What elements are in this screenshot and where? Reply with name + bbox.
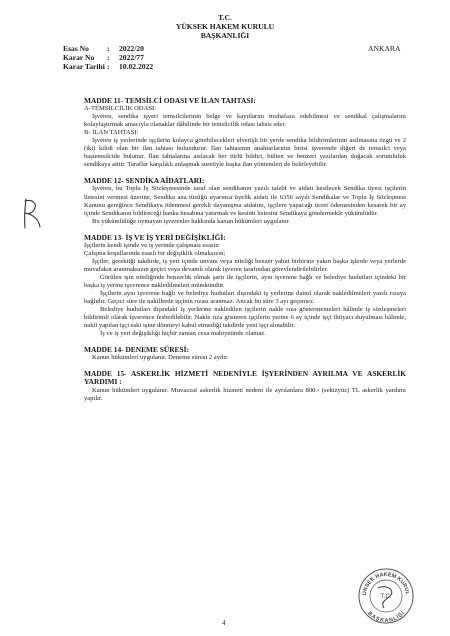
header-office: BAŞKANLIĞI [200,31,250,40]
m11-title: MADDE 11- TEMSİLCİ ODASI VE İLAN TAHTASI: [84,96,256,105]
karar-value: 2022/77 [119,53,144,62]
m14-p1: Kanun hükümleri uygulanır. Deneme süresi 2 aydır. [92,354,229,362]
esas-label: Esas No [63,44,89,53]
seal-center-text: T.C. [380,594,392,600]
m13-p5: İşçilerin aynı işverene bağlı ve belediye hudutları dışındaki iş yerlerine daimî olarak nakledilmeleri yazılı rızaya bağlıdır. Geçici süre ile nakillerde işçinin rızası aranmaz. Ancak bu süre 3 ayı geçemez. [84,290,406,306]
m13-p7: İş ve iş yeri değişikliği hiçbir zaman ceza mahiyetinde olamaz. [100,330,266,338]
karar-sep: : [107,53,110,62]
handwritten-mark [16,197,46,231]
tarih-sep: : [107,62,110,71]
tarih-row [63,62,153,71]
m13-title: MADDE 13- İŞ VE İŞ YERİ DEĞİŞİKLİĞİ: [84,232,226,242]
m13-p3: İşçiler, gerektiği takdirde, iş yeri içinde unvanı veya niteliği benzer yahut birbirine yakın başka işlerde veya yerlerde muvafakat aranmaksızın geçici veya devamlı olarak işveren tarafından görevlendirilebilirler. [84,257,406,273]
m11-a-title: A-TEMSİLCİLİK ODASI: [84,105,156,113]
seal-top-text: ÜKSEK HAKEM KURUL [361,571,411,596]
document-body [84,97,406,403]
esas-value: 2022/20 [119,44,144,53]
m12-p1: İşveren, bu Toplu İş Sözleşmesinde taraf olan sendikanın yazılı talebi ve aidatı kesilecek Sendika üyesi işçilerin listesini vermesi üzerine, Sendika ana tüzüğü uyarınca üyelik aidatı ile 6356 sayılı Sendikalar ve Toplu İş Sözleşmesi Kanunu gereğince Sendikaya ödenmesi gerekli dayanışma aidatını, işçilere yapacağı ücret ödemesinden kesarek bir ay içinde Sendikanın bildireceği banka hesabına yatırmak ve kesinti listesini Sendikaya göndermekle yükümlüdür. [84,185,406,217]
tarih-value: 10.02.2022 [119,62,154,71]
m11-a-text: İşveren, sendika işyeri temsilcilerinin belge ve kayıtlarını muhafaza edebilmesi ve sendikal çalışmalarını kolaylaştırmak amacıyla olanaklar dâhilinde bir temsilcilik odası tahsis eder. [84,113,406,129]
m11-b-text: İşveren iş yerlerinde işçilerin kolayca görebilecekleri elverişli bir yerde sendika bildirimlerinin asılmasına özgü ve 2 (iki) kilidi olan bir ilan tahtası bulundurur. İlan tahtasının anahtarlarının birisi işverende diğeri de temsilci veya baştemsilcide bulunur. İlan tahtalarına asılacak her türlü bildiri, bülten ve benzeri yazılardan doğacak sorumluluk sendikaya aittir. Taraflar karşılıklı anlaşmak suretiyle başka ilan yöntemleri de belirleyebilir. [84,137,406,169]
header-tc: T.C. [218,13,232,22]
official-seal [356,566,416,626]
m15-p1: Kanun hükümleri uygulanır. Muvazzaf askerlik hizmeti nedeni ile ayrılanlara 800.- (sekizyüz) TL askerlik yardımı yapılır. [84,386,406,402]
m12-title: MADDE 12- SENDİKA AİDATLARI: [84,176,205,186]
city: ANKARA [368,44,401,53]
m15-title: MADDE 15- ASKERLİK HİZMETİ NEDENİYLE İŞYERİNDEN AYRILMA VE ASKERLİK YARDIMI : [84,369,406,387]
esas-sep: : [107,44,110,53]
page-number: 4 [222,619,226,627]
karar-row [63,53,144,62]
m12-p2: Bu yükümlülüğe uymayan işverenler hakkında kanun hükümleri uygulanır. [92,217,291,225]
header-institution: YÜKSEK HAKEM KURULU [175,22,275,31]
m13-p6: Belediye hudutları dışındaki iş yerlerine nakledilen işçilerin nakle rıza göstermemeleri hâlinde iş sözleşmeleri bildirimli olarak işverence feshedilebilir. Nakle rıza gösteren işçilerin yerine 6 ay içinde işçi ihtiyacı duyulması hâlinde, nakli yapılan işçi eski işine dönmeyi kabul etmediği takdirde yeni işçi alınabilir. [84,306,406,330]
tarih-label: Karar Tarihi [63,62,105,71]
m13-p1: İşçilerin kendi işinde ve iş yerinde çalışması esastır [84,241,220,249]
m11-b-title: B- İLAN TAHTASI: [84,129,139,137]
m14-title: MADDE 14- DENEME SÜRESİ: [84,345,189,355]
m13-p4: Görülen işin niteliğinde benzerlik olmak şartı ile işçilerin, aynı işverene bağlı ve belediye hudutları içindeki bir başka iş yerine işverence nakledilmeleri mümkündür. [84,273,406,289]
esas-row [63,44,144,53]
m13-p2: Çalışma koşullarında esaslı bir değişiklik olmaksızın; [84,249,226,257]
seal-bottom-text: BAŞKANLIĞI [366,610,407,625]
karar-label: Karar No [63,53,95,62]
